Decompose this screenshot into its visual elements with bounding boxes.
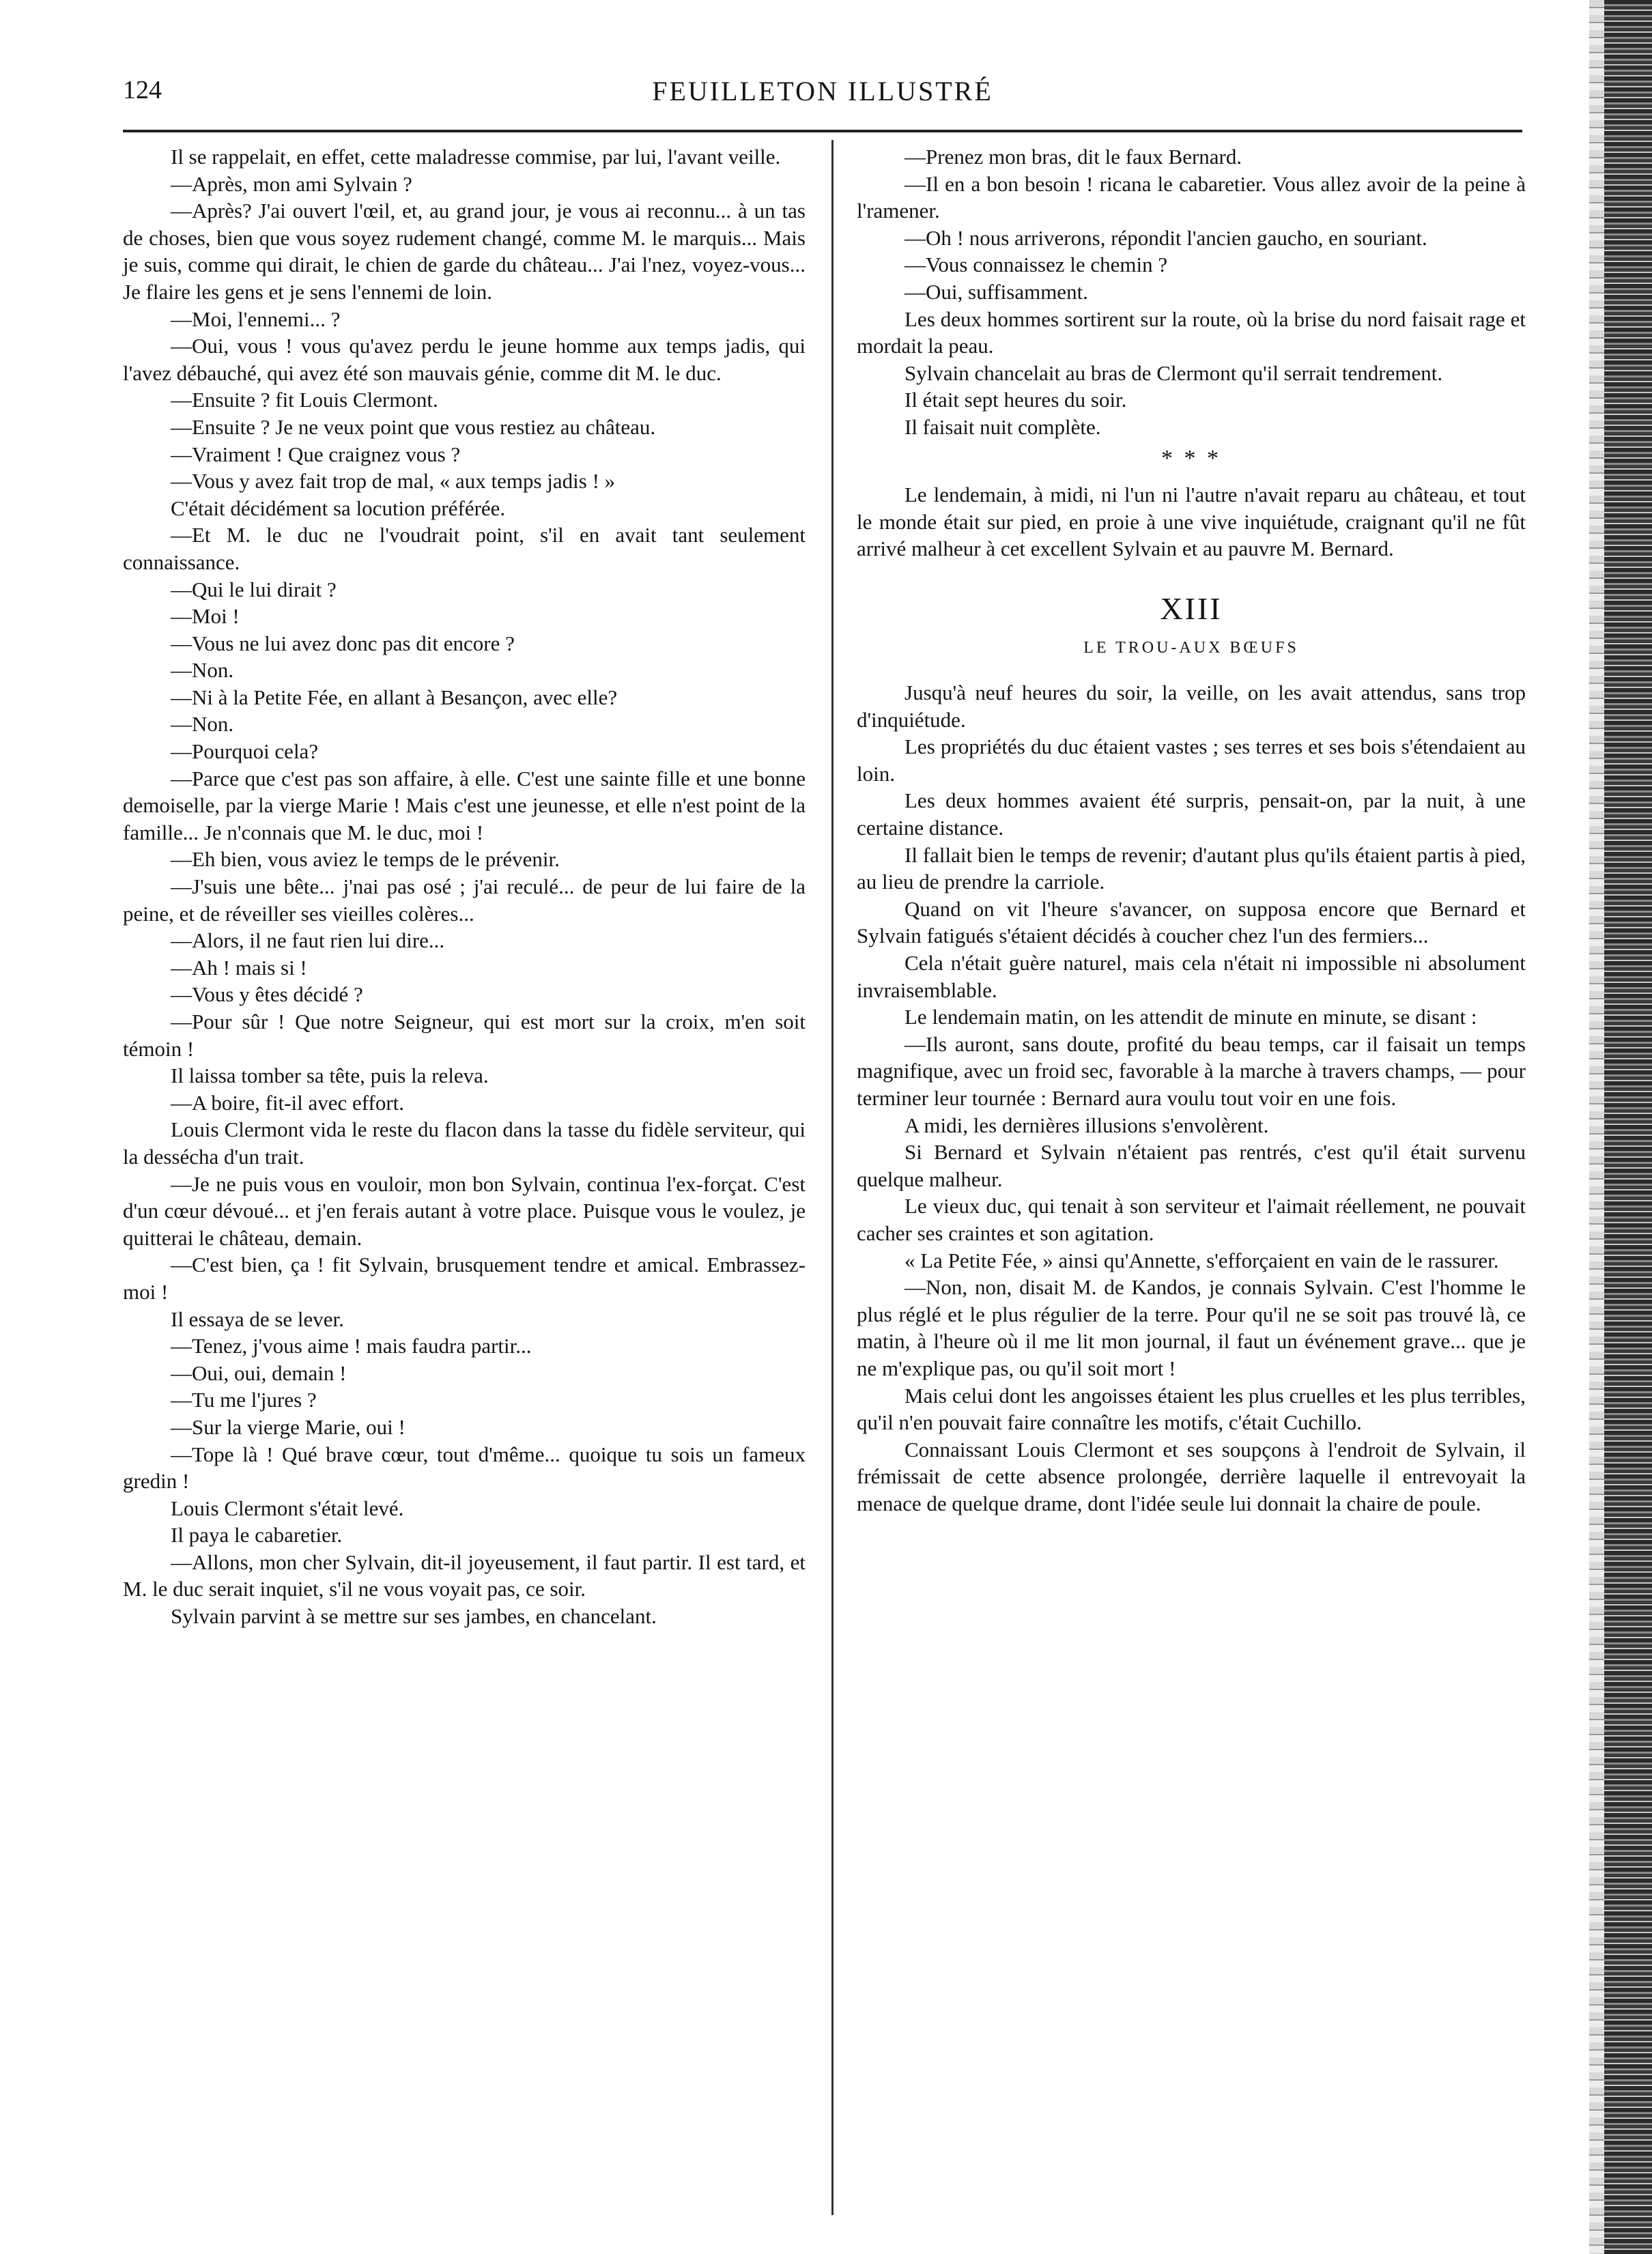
- paragraph: Quand on vit l'heure s'avancer, on supposa encore que Bernard et Sylvain fatigués s'étaient décidés à coucher chez l'un des fermiers...: [857, 896, 1526, 948]
- paragraph: Le vieux duc, qui tenait à son serviteur et l'aimait réellement, ne pouvait cacher ses craintes et son agitation.: [857, 1194, 1526, 1245]
- paragraph: Il fallait bien le temps de revenir; d'autant plus qu'ils étaient partis à pied, au lieu de prendre la carriole.: [857, 842, 1526, 894]
- paragraph: A midi, les dernières illusions s'envolèrent.: [905, 1113, 1269, 1137]
- paragraph: —Non.: [171, 658, 234, 683]
- paragraph: Il était sept heures du soir.: [905, 388, 1127, 412]
- right-paragraphs-before: [857, 143, 1526, 441]
- paragraph: —Oui, oui, demain !: [171, 1360, 347, 1385]
- left-column: [123, 143, 806, 1630]
- paragraph: —Tenez, j'vous aime ! mais faudra partir...: [171, 1334, 532, 1358]
- paragraph: Il laissa tomber sa tête, puis la releva.: [171, 1064, 489, 1088]
- paragraph: —Eh bien, vous aviez le temps de le prévenir.: [171, 847, 560, 872]
- paragraph: —Ensuite ? fit Louis Clermont.: [171, 388, 438, 412]
- paragraph: Le lendemain matin, on les attendit de minute en minute, se disant :: [905, 1005, 1477, 1029]
- right-paragraphs-after: [857, 679, 1526, 1517]
- paragraph: Jusqu'à neuf heures du soir, la veille, on les avait attendus, sans trop d'inquiétude.: [857, 681, 1526, 732]
- paragraph: —Ils auront, sans doute, profité du beau temps, car il faisait un temps magnifique, avec un froid sec, favorable à la marche à travers champs, — pour terminer leur tournée : Bernard aura voulu tout voir en une fois.: [857, 1031, 1526, 1110]
- paragraph: —Prenez mon bras, dit le faux Bernard.: [905, 145, 1242, 169]
- paragraph: Cela n'était guère naturel, mais cela n'était ni impossible ni absolument invraisemblable.: [857, 951, 1526, 1002]
- paragraph: Il essaya de se lever.: [171, 1307, 344, 1331]
- paragraph: —Ensuite ? Je ne veux point que vous restiez au château.: [171, 414, 656, 439]
- paragraph: —Sur la vierge Marie, oui !: [171, 1414, 405, 1439]
- scan-edge: [1604, 0, 1652, 2254]
- right-column: [857, 143, 1526, 1517]
- paragraph: Il faisait nuit complète.: [905, 414, 1101, 439]
- paragraph: —Après? J'ai ouvert l'œil, et, au grand jour, je vous ai reconnu... à un tas de choses, bien que vous soyez rudement changé, comme M. le marquis... Mais je suis, comme qui dirait, le chien de garde du château... J'ai l'nez, voyez-vous... Je flaire les gens et je sens l'ennemi de loin.: [123, 199, 806, 304]
- paragraph: Le lendemain, à midi, ni l'un ni l'autre n'avait reparu au château, et tout le monde était sur pied, en proie à une vive inquiétude, craignant qu'il ne fût arrivé malheur à cet excellent Sylvain et au pauvre M. Bernard.: [857, 483, 1526, 561]
- paragraph: Louis Clermont vida le reste du flacon dans la tasse du fidèle serviteur, qui la dessécha d'un trait.: [123, 1117, 806, 1169]
- paragraph: —Et M. le duc ne l'voudrait point, s'il en avait tant seulement connaissance.: [123, 523, 806, 574]
- paragraph: —Vous ne lui avez donc pas dit encore ?: [171, 631, 515, 655]
- paragraph: Les propriétés du duc étaient vastes ; ses terres et ses bois s'étendaient au loin.: [857, 734, 1526, 786]
- paragraph: —Oui, vous ! vous qu'avez perdu le jeune homme aux temps jadis, qui l'avez débauché, qui avez été son mauvais génie, comme dit M. le duc.: [123, 334, 806, 385]
- paragraph: —Oui, suffisamment.: [905, 279, 1088, 304]
- paragraph: —Tu me l'jures ?: [171, 1388, 317, 1412]
- paragraph: —Vraiment ! Que craignez vous ?: [171, 442, 461, 466]
- paragraph: —Pourquoi cela?: [171, 739, 319, 764]
- paragraph: —Tope là ! Qué brave cœur, tout d'même... quoique tu sois un fameux gredin !: [123, 1442, 806, 1494]
- page-number: 124: [123, 76, 162, 104]
- paragraph: Il se rappelait, en effet, cette maladresse commise, par lui, l'avant veille.: [171, 145, 781, 169]
- paragraph: —Moi, l'ennemi... ?: [171, 306, 341, 331]
- paragraph: —Qui le lui dirait ?: [171, 577, 337, 601]
- paragraph: —Il en a bon besoin ! ricana le cabaretier. Vous allez avoir de la peine à l'ramener.: [857, 171, 1526, 223]
- paragraph: —Après, mon ami Sylvain ?: [171, 171, 412, 196]
- paragraph: —J'suis une bête... j'nai pas osé ; j'ai reculé... de peur de lui faire de la peine, et de réveiller ses vieilles colères...: [123, 874, 806, 926]
- paragraph: —Alors, il ne faut rien lui dire...: [171, 928, 445, 953]
- chapter-title: LE TROU-AUX BŒUFS: [1083, 638, 1299, 657]
- scan-edge-shadow: [1589, 0, 1604, 2254]
- paragraph: Connaissant Louis Clermont et ses soupçons à l'endroit de Sylvain, il frémissait de cette absence prolongée, derrière laquelle il entrevoyait la menace de quelque drame, dont l'idée seule lui donnait la chaire de poule.: [857, 1437, 1526, 1515]
- paragraph: —Je ne puis vous en vouloir, mon bon Sylvain, continua l'ex-forçat. C'est d'un cœur dévoué... et j'en ferais autant à votre place. Puisque vous le voulez, je quitterai le château, demain.: [123, 1171, 806, 1250]
- paragraph: Les deux hommes avaient été surpris, pensait-on, par la nuit, à une certaine distance.: [857, 788, 1526, 840]
- right-paragraphs-middle: [857, 481, 1526, 562]
- paragraph: —Non.: [171, 712, 234, 737]
- paragraph: —A boire, fit-il avec effort.: [171, 1090, 405, 1115]
- paragraph: —Non, non, disait M. de Kandos, je connais Sylvain. C'est l'homme le plus réglé et le plus régulier de la terre. Pour qu'il ne se soit pas trouvé là, ce matin, à l'heure où il me lit mon journal, il faut un événement grave... que je ne m'explique pas, ou qu'il soit mort !: [857, 1275, 1526, 1380]
- paragraph: —Ah ! mais si !: [171, 955, 307, 980]
- chapter-number: XIII: [1160, 590, 1223, 626]
- paragraph: —Vous y avez fait trop de mal, « aux temps jadis ! »: [171, 469, 616, 494]
- paragraph: —C'est bien, ça ! fit Sylvain, brusquement tendre et amical. Embrassez-moi !: [123, 1253, 806, 1304]
- paragraph: Si Bernard et Sylvain n'étaient pas rentrés, c'est qu'il était survenu quelque malheur.: [857, 1140, 1526, 1191]
- paragraph: Louis Clermont s'était levé.: [171, 1496, 404, 1520]
- paragraph: —Pour sûr ! Que notre Seigneur, qui est mort sur la croix, m'en soit témoin !: [123, 1010, 806, 1061]
- paragraph: —Moi !: [171, 604, 240, 629]
- paragraph: —Allons, mon cher Sylvain, dit-il joyeusement, il faut partir. Il est tard, et M. le duc serait inquiet, s'il ne vous voyait pas, ce soir.: [123, 1550, 806, 1601]
- paragraph: —Oh ! nous arriverons, répondit l'ancien gaucho, en souriant.: [905, 225, 1427, 250]
- paragraph: « La Petite Fée, » ainsi qu'Annette, s'efforçaient en vain de le rassurer.: [905, 1248, 1499, 1272]
- paragraph: Les deux hommes sortirent sur la route, où la brise du nord faisait rage et mordait la peau.: [857, 306, 1526, 358]
- paragraph: —Vous connaissez le chemin ?: [905, 253, 1168, 277]
- paragraph: Sylvain chancelait au bras de Clermont qu'il serrait tendrement.: [905, 360, 1443, 385]
- header-rule: [123, 130, 1522, 132]
- paragraph: Il paya le cabaretier.: [171, 1523, 343, 1547]
- paragraph: Sylvain parvint à se mettre sur ses jambes, en chancelant.: [171, 1604, 657, 1629]
- paragraph: —Vous y êtes décidé ?: [171, 982, 363, 1007]
- column-divider: [831, 140, 834, 2215]
- paragraph: —Parce que c'est pas son affaire, à elle. C'est une sainte fille et une bonne demoiselle, par la vierge Marie ! Mais c'est une jeunesse, et elle n'est point de la famille... Je n'connais que M. le duc, moi !: [123, 766, 806, 844]
- running-title: FEUILLETON ILLUSTRÉ: [652, 76, 993, 106]
- paragraph: —Ni à la Petite Fée, en allant à Besançon, avec elle?: [171, 685, 618, 709]
- paragraph: C'était décidément sa locution préférée.: [171, 496, 506, 520]
- page-header: [123, 75, 1522, 116]
- section-separator: * * *: [1161, 445, 1221, 471]
- paragraph: Mais celui dont les angoisses étaient les plus cruelles et les plus terribles, qu'il n'en pouvait faire connaître les motifs, c'était Cuchillo.: [857, 1383, 1526, 1435]
